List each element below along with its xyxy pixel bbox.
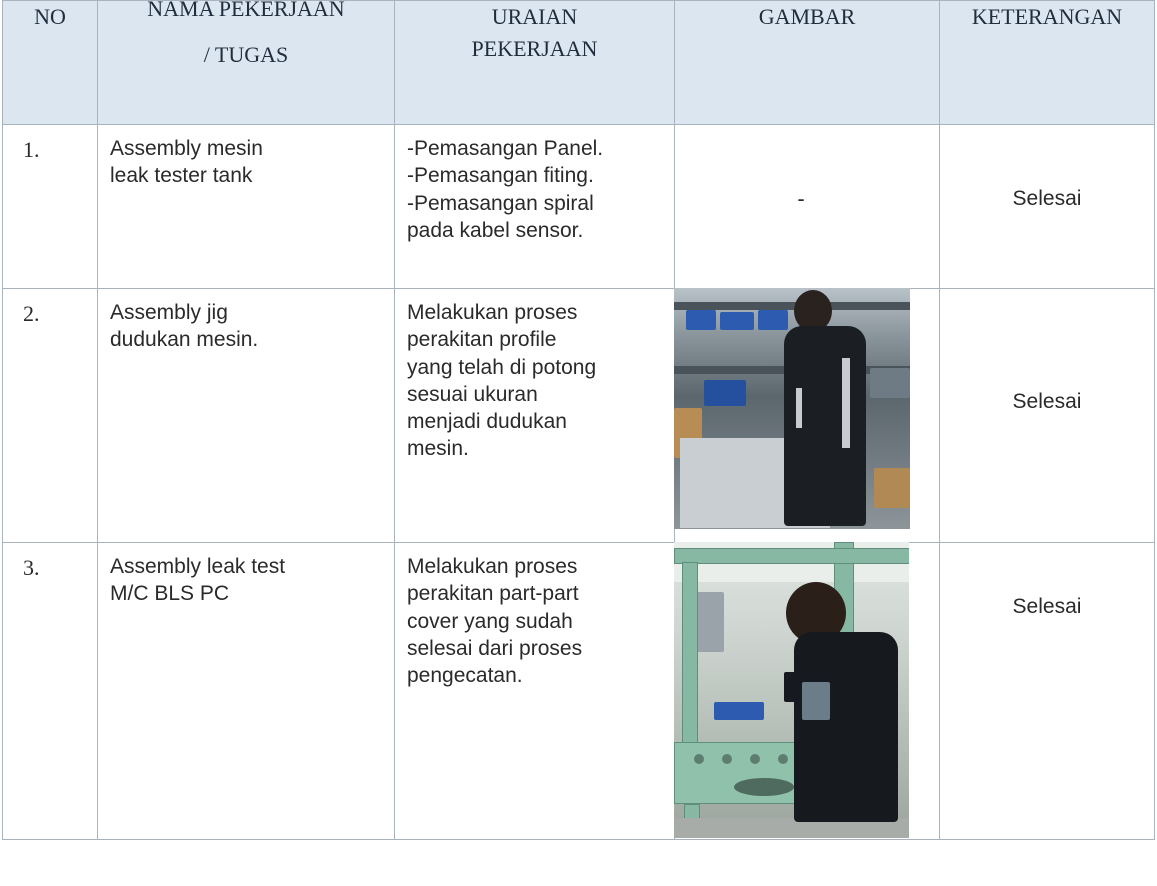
storage-bin-shape — [704, 380, 746, 406]
cell-uraian — [395, 125, 675, 289]
description-line: perakitan profile — [407, 328, 557, 352]
cell-uraian — [395, 289, 675, 543]
row-number: 2. — [23, 301, 40, 326]
hole-shape — [778, 754, 788, 764]
storage-bin-shape — [758, 310, 788, 330]
cell-gambar — [675, 289, 940, 543]
cell-gambar — [675, 125, 940, 289]
cell-no — [3, 289, 98, 543]
task-name — [98, 543, 394, 608]
frame-post-shape — [682, 562, 698, 764]
description-line: yang telah di potong — [407, 355, 597, 379]
description-line: -Pemasangan fiting. — [407, 164, 594, 188]
header-keterangan-label: KETERANGAN — [971, 4, 1123, 29]
jacket-stripe-shape — [842, 358, 850, 448]
header-nama-pekerjaan — [98, 1, 395, 125]
header-no-label: NO — [34, 4, 66, 29]
task-name-line: M/C BLS PC — [110, 582, 230, 606]
box-shape — [870, 368, 910, 398]
box-shape — [874, 468, 910, 508]
jacket-stripe-shape — [796, 388, 802, 428]
worker-body-shape — [794, 632, 898, 822]
description-line: Melakukan proses — [407, 555, 578, 578]
cell-nama — [98, 543, 395, 840]
cell-gambar — [675, 543, 940, 840]
header-nama-line1: NAMA PEKERJAAN — [147, 0, 345, 21]
status-text: Selesai — [1012, 186, 1082, 210]
table-row — [3, 125, 1155, 289]
task-description — [395, 289, 674, 463]
hole-shape — [722, 754, 732, 764]
description-line: perakitan part-part — [407, 582, 579, 606]
hole-shape — [734, 778, 794, 796]
shelf-shape — [674, 302, 910, 310]
workshop-photo — [674, 288, 910, 529]
description-line: pengecatan. — [407, 664, 523, 688]
description-line: mesin. — [407, 437, 469, 461]
description-line: selesai dari proses — [407, 636, 583, 660]
cell-nama — [98, 289, 395, 543]
cell-no — [3, 543, 98, 840]
header-gambar — [675, 1, 940, 125]
description-line: sesuai ukuran — [407, 382, 538, 406]
description-line: menjadi dudukan — [407, 410, 567, 434]
tablet-shape — [802, 682, 830, 720]
cell-no — [3, 125, 98, 289]
cell-keterangan — [940, 543, 1155, 840]
task-description — [395, 125, 674, 244]
description-line: pada kabel sensor. — [407, 218, 584, 242]
header-nama-line2: / TUGAS — [203, 41, 289, 67]
cell-keterangan — [940, 289, 1155, 543]
table-body — [3, 125, 1155, 840]
table-header — [3, 1, 1155, 125]
task-name — [98, 289, 394, 354]
cell-keterangan — [940, 125, 1155, 289]
task-name — [98, 125, 394, 190]
header-no — [3, 1, 98, 125]
task-name-line: Assembly jig — [110, 301, 228, 324]
header-uraian-line2: PEKERJAAN — [471, 35, 598, 61]
description-line: -Pemasangan Panel. — [407, 137, 604, 160]
cell-nama — [98, 125, 395, 289]
no-image-dash: - — [797, 185, 805, 211]
header-uraian-line1: URAIAN — [491, 4, 578, 29]
cell-uraian — [395, 543, 675, 840]
status-text: Selesai — [1012, 389, 1082, 413]
work-log-table — [2, 0, 1155, 840]
storage-bin-shape — [720, 312, 754, 330]
header-uraian-pekerjaan — [395, 1, 675, 125]
task-name-line: Assembly mesin — [110, 137, 263, 160]
header-gambar-label: GAMBAR — [758, 4, 856, 29]
storage-bin-shape — [714, 702, 764, 720]
status-text: Selesai — [1012, 595, 1082, 618]
task-name-line: leak tester tank — [110, 164, 253, 188]
row-number: 1. — [23, 137, 40, 162]
description-line: Melakukan proses — [407, 301, 578, 324]
table-row — [3, 289, 1155, 543]
header-keterangan — [940, 1, 1155, 125]
task-name-line: dudukan mesin. — [110, 328, 259, 352]
table-row — [3, 543, 1155, 840]
hole-shape — [694, 754, 704, 764]
frame-beam-shape — [674, 548, 909, 564]
task-name-line: Assembly leak test — [110, 555, 286, 578]
header-row — [3, 1, 1155, 125]
description-line: -Pemasangan spiral — [407, 191, 594, 215]
hole-shape — [750, 754, 760, 764]
storage-bin-shape — [686, 310, 716, 330]
assembly-photo — [674, 542, 909, 838]
row-number: 3. — [23, 555, 40, 580]
task-description — [395, 543, 674, 689]
description-line: cover yang sudah — [407, 609, 573, 633]
